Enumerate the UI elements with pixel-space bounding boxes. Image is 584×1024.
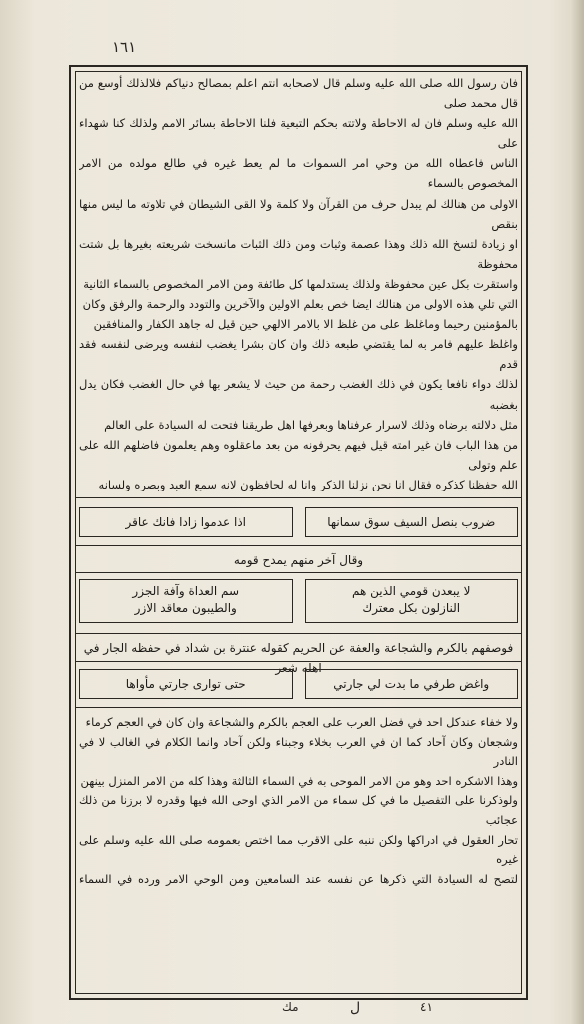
text-line: تحار العقول في ادراكها ولكن ننبه على الاقرب مما اختص بعمومه صلى الله عليه وسلم على غيره: [79, 832, 518, 867]
text-line: الاولى من هنالك لم يبدل حرف من القرآن ولا كلمة ولا القى الشيطان في تلاوته ما ليس منها بنقص: [79, 196, 518, 231]
page-number: ١٦١: [112, 38, 137, 56]
section-divider: [75, 633, 522, 634]
intro-paragraph: [79, 73, 518, 491]
closing-paragraph: [79, 713, 518, 893]
text-line: لتصح له السيادة التي ذكرها عن نفسه عند السامعين ومن الوحي الامر ورده في السماء: [79, 871, 518, 886]
page-footer: [0, 1000, 584, 1024]
page-edge-shadow: [570, 0, 584, 1024]
verse-2-first-hemistich-line-1: لا يبعدن قومي الذين هم: [352, 584, 471, 598]
verse-3-second-hemistich: حتى توارى جارتي مأواها: [79, 669, 293, 699]
verse-1-first-hemistich: ضروب بنصل السيف سوق سمانها: [305, 507, 519, 537]
verse-row-3: [79, 669, 518, 699]
text-line: ولوذكرنا على التفصيل ما في كل سماء من الامر الذي اوحى الله فيها وقدره لا برزنا من ذلك عجائب: [79, 793, 518, 827]
text-line: وشجعان وكان آحاد كما ان في العرب بخلاء وجبناء ولكن آحاد وانما الكلام في الغالب لا في النادر: [79, 734, 518, 769]
text-line: ولا خفاء عندكل احد في فضل العرب على العجم بالكرم والشجاعة وان كان في العجم كرماء: [85, 715, 518, 729]
verse-row-2: [79, 579, 518, 623]
text-line: الله حفظنا كذكره فقال انا نحن نزلنا الذكر وانا له لحافظون لانه سمع العبد وبصره ولسانه: [98, 477, 518, 491]
verse-1-second-hemistich: اذا عدموا زادا فانك عاقر: [79, 507, 293, 537]
section-divider: [75, 545, 522, 546]
text-line: الناس فاعطاه الله من وحي امر السموات ما لم يعط غيره في طالع مولده من الامر المخصوص بالسماء: [79, 156, 518, 191]
text-line: مثل دلالته برضاه وذلك لاسرار عرفناها وبعرفها اهل طريقنا فتحت له السيادة على العالم: [104, 417, 518, 432]
text-frame: [69, 65, 528, 1000]
verse-row-1: [79, 507, 518, 537]
verse-2-first-hemistich: [305, 579, 519, 623]
text-line: التي تلي هذه الاولى من هنالك ايضا خص بعلم الاولين والآخرين والتودد والرحمة والرفق وكان: [82, 297, 518, 312]
verse-2-second-hemistich-line-2: والطيبون معاقد الازر: [134, 600, 237, 615]
text-line: من هذا الباب فان غير امته قيل فيهم يحرفونه من بعد ماعقلوه وهم يعلمون فاضلهم الله على علم وتولى: [79, 437, 518, 472]
section-divider: [75, 661, 522, 662]
section-divider: [75, 497, 522, 498]
footer-signature-number: ٤١: [420, 1000, 433, 1014]
footer-catchword: ل: [350, 1000, 361, 1016]
text-line: بالمؤمنين رحيما وماغلظ على من غلظ الا بالامر الالهي حين قيل له جاهد الكفار والمنافقين: [93, 317, 518, 332]
prose-before-verse-3: فوصفهم بالكرم والشجاعة والعفة عن الحريم كقوله عنترة بن شداد في حفظه الجار في اهله شعر: [83, 641, 514, 675]
verse-3-first-hemistich: واغض طرفي ما بدت لي جارتي: [305, 669, 519, 699]
text-line: واستقرت بكل عين محفوظة ولذلك يستدلمها كل طائفة ومن الامر المخصوص بالسماء الثانية: [83, 276, 518, 291]
text-line: واغلظ عليهم فامر به لما يقتضي طبعه ذلك وان كان بشرا يغضب لنفسه ويرضى لنفسه فقد قدم: [79, 337, 518, 372]
verse-2-first-hemistich-line-2: النازلون بكل معترك: [362, 600, 461, 615]
text-line: وهذا الاشكره احد وهو من الامر الموحى به في السماء الثالثة وهذا كله من الامر المنزل بينهن: [80, 773, 518, 788]
section-divider: [75, 572, 522, 573]
verse-2-second-hemistich: [79, 579, 293, 623]
verse-2-second-hemistich-line-1: سم العداة وآفة الجزر: [132, 584, 240, 598]
text-line: الله عليه وسلم فان له الاحاطة ولاتته بحكم التبعية فلنا الاحاطة بسائر الامم ولذلك كنا شهداء على: [79, 116, 518, 151]
text-line: او زيادة لتسخ الله ذلك وهذا عصمة وثبات ومن ذلك الثبات مانسخت شريعته بغيرها بل شتت محفوظة: [79, 236, 518, 271]
verse-introduction: وقال آخر منهم يمدح قومه: [233, 553, 364, 567]
text-line: لذلك دواء نافعا يكون في ذلك الغضب رحمة من حيث لا يشعر بها في حال الغضب فكان يدل بغضبه: [79, 377, 518, 412]
section-divider: [75, 707, 522, 708]
text-line: فان رسول الله صلى الله عليه وسلم قال لاصحابه انتم اعلم بمصالح دنياكم فلالذلك أوسع من قال محمد صلى: [79, 76, 518, 111]
footer-mark-left: مك: [282, 1000, 299, 1014]
